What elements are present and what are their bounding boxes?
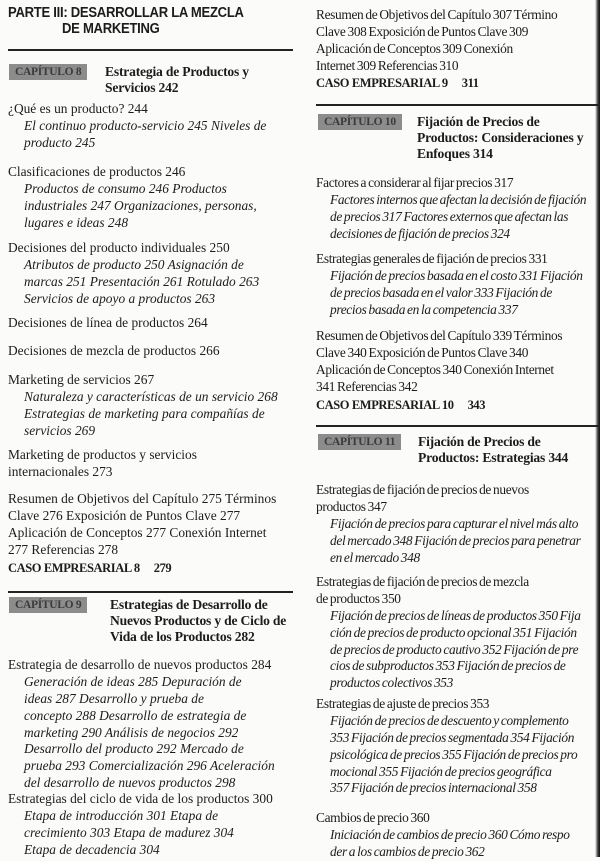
- section-heading: Decisiones de mezcla de productos 266: [8, 343, 220, 358]
- toc-section: [316, 482, 580, 566]
- subsection-line: Naturaleza y características de un servicio 268: [24, 388, 278, 404]
- subsection-line: Fijación de precios basada en el costo 331 Fijación: [330, 267, 583, 283]
- chapter-badge: CAPÍTULO 8: [9, 64, 87, 80]
- chapter-title-line: Productos: Consideraciones y: [417, 130, 584, 146]
- section-heading: ¿Qué es un producto? 244: [8, 101, 148, 116]
- section-heading: Estrategias de fijación de precios de nuevos: [316, 482, 529, 497]
- section-heading: Estrategias generales de fijación de precios 331: [316, 251, 548, 266]
- subsection-line: producto 245: [24, 134, 96, 150]
- section-heading: Cambios de precio 360: [316, 810, 430, 825]
- subsection-line: lugares e ideas 248: [24, 214, 129, 230]
- case-study-page: 279: [153, 561, 172, 575]
- section-heading: Clasificaciones de productos 246: [8, 164, 186, 179]
- divider: [316, 425, 600, 427]
- section-heading: Marketing de productos y servicios: [8, 447, 197, 462]
- case-study-page: 311: [461, 76, 479, 90]
- chapter-summary: [316, 7, 557, 75]
- divider: [8, 49, 293, 51]
- section-heading: Estrategias de fijación de precios de mezcla: [316, 574, 529, 589]
- subsection-line: servicios 269: [24, 422, 96, 438]
- case-study-label: CASO EMPRESARIAL 8: [8, 561, 140, 575]
- chapter-title: [110, 597, 286, 646]
- section-heading: Marketing de servicios 267: [8, 372, 155, 387]
- toc-section: [316, 175, 586, 243]
- subsection-line: Atributos de producto 250 Asignación de: [24, 256, 244, 272]
- subsection-line: 357 Fijación de precios internacional 358: [330, 780, 537, 796]
- subsection-line: Desarrollo del producto 292 Mercado de: [24, 741, 244, 757]
- subsection-line: 353 Fijación de precios segmentada 354 Fijación: [330, 729, 575, 745]
- subsection-line: productos colectivos 353: [330, 675, 453, 691]
- subsection-line: en el mercado 348: [330, 549, 420, 565]
- subsection-line: Productos de consumo 246 Productos: [24, 180, 227, 196]
- subsection-line: Servicios de apoyo a productos 263: [24, 290, 216, 306]
- subsection-line: Iniciación de cambios de precio 360 Cómo respo: [330, 826, 570, 842]
- summary-line: 341 Referencias 342: [316, 378, 418, 394]
- case-study-label: CASO EMPRESARIAL 9: [316, 76, 448, 90]
- summary-line: Clave 308 Exposición de Puntos Clave 309: [316, 23, 529, 39]
- chapter-summary: [316, 328, 562, 396]
- chapter-title-line: Fijación de Precios de: [417, 114, 540, 129]
- chapter-title-line: Vida de los Productos 282: [110, 629, 255, 645]
- chapter-title: [418, 434, 568, 466]
- chapter-title-line: Servicios 242: [105, 80, 179, 96]
- subsection-line: marketing 290 Análisis de negocios 292: [24, 724, 239, 740]
- subsection-line: Fijación de precios de descuento y complemento: [330, 712, 569, 728]
- section-heading: productos 347: [316, 498, 387, 514]
- subsection-line: industriales 247 Organizaciones, personas,: [24, 197, 257, 213]
- book-binding-shadow: [595, 0, 600, 857]
- summary-line: Clave 340 Exposición de Puntos Clave 340: [316, 344, 529, 360]
- subsection-line: concepto 288 Desarrollo de estrategia de: [24, 707, 247, 723]
- toc-section: [8, 447, 197, 481]
- toc-section: [316, 810, 570, 861]
- section-heading: internacionales 273: [8, 463, 113, 479]
- summary-line: Internet 309 Referencias 310: [316, 57, 459, 73]
- summary-line: Resumen de Objetivos del Capítulo 307 Término: [316, 7, 558, 22]
- toc-section: [316, 251, 583, 319]
- section-heading: Estrategias del ciclo de vida de los productos 300: [8, 791, 273, 806]
- chapter-title-line: Estrategias de Desarrollo de: [110, 597, 268, 612]
- part-title-line: PARTE III: DESARROLLAR LA MEZCLA: [8, 5, 244, 21]
- section-heading: Factores a considerar al fijar precios 317: [316, 175, 514, 190]
- subsection-line: ideas 287 Desarrollo y prueba de: [24, 690, 204, 706]
- summary-line: 277 Referencias 278: [8, 541, 119, 557]
- section-heading: Decisiones del producto individuales 250: [8, 240, 230, 255]
- summary-line: Aplicación de Conceptos 309 Conexión: [316, 40, 513, 56]
- summary-line: Aplicación de Conceptos 340 Conexión Internet: [316, 361, 554, 377]
- summary-line: Clave 276 Exposición de Puntos Clave 277: [8, 507, 241, 523]
- subsection-line: Factores internos que afectan la decisión de fijación: [330, 191, 587, 207]
- chapter-badge: CAPÍTULO 11: [318, 434, 401, 450]
- summary-line: Aplicación de Conceptos 277 Conexión Internet: [8, 524, 267, 540]
- subsection-line: Fijación de precios de líneas de productos 350 Fija: [330, 607, 581, 623]
- subsection-line: mocional 355 Fijación de precios geográfica: [330, 763, 552, 779]
- subsection-line: Generación de ideas 285 Depuración de: [24, 673, 242, 689]
- subsection-line: de precios 317 Factores externos que afectan las: [330, 208, 569, 224]
- case-study: [316, 76, 479, 91]
- toc-section: [8, 343, 220, 360]
- subsection-line: de precios basada en el valor 333 Fijación de: [330, 284, 552, 300]
- subsection-line: decisiones de fijación de precios 324: [330, 225, 510, 241]
- chapter-title-line: Productos: Estrategias 344: [418, 450, 569, 466]
- subsection-line: crecimiento 303 Etapa de madurez 304: [24, 824, 234, 840]
- toc-section: [8, 315, 208, 332]
- subsection-line: marcas 251 Presentación 261 Rotulado 263: [24, 273, 260, 289]
- subsection-line: Etapa de introducción 301 Etapa de: [24, 807, 219, 823]
- chapter-title: [417, 114, 583, 163]
- subsection-line: Estrategias de marketing para compañías de: [24, 405, 265, 421]
- subsection-line: Etapa de decadencia 304: [24, 841, 160, 857]
- section-heading: de productos 350: [316, 590, 401, 606]
- summary-line: Resumen de Objetivos del Capítulo 275 Términos: [8, 491, 277, 506]
- subsection-line: ción de precios de producto opcional 351 Fijación: [330, 624, 577, 640]
- toc-section: [8, 372, 278, 440]
- toc-section: [8, 101, 266, 152]
- toc-section: [316, 696, 577, 797]
- toc-section: [8, 164, 257, 232]
- section-heading: Decisiones de línea de productos 264: [8, 315, 208, 330]
- subsection-line: prueba 293 Comercialización 296 Aceleración: [24, 758, 275, 774]
- subsection-line: de precios de producto cautivo 352 Fijación de pre: [330, 641, 579, 657]
- part-title: [8, 6, 244, 37]
- divider: [316, 104, 600, 106]
- subsection-line: psicológica de precios 355 Fijación de precios pro: [330, 746, 578, 762]
- subsection-line: precios basada en la competencia 337: [330, 301, 518, 317]
- subsection-line: del desarrollo de nuevos productos 298: [24, 775, 236, 791]
- subsection-line: del mercado 348 Fijación de precios para penetrar: [330, 532, 581, 548]
- chapter-title-line: Enfoques 314: [417, 146, 493, 162]
- section-heading: Estrategia de desarrollo de nuevos productos 284: [8, 657, 272, 672]
- toc-section: [8, 240, 259, 308]
- chapter-summary: [8, 491, 276, 559]
- chapter-title-line: Fijación de Precios de: [418, 434, 541, 449]
- toc-section: [8, 791, 273, 859]
- subsection-line: der a los cambios de precio 362: [330, 843, 485, 859]
- subsection-line: Fijación de precios para capturar el nivel más alto: [330, 515, 579, 531]
- summary-line: Resumen de Objetivos del Capítulo 339 Términos: [316, 328, 563, 343]
- chapter-title: [105, 64, 249, 96]
- section-heading: Estrategias de ajuste de precios 353: [316, 696, 490, 711]
- chapter-title-line: Estrategia de Productos y: [105, 64, 249, 79]
- part-title-line: DE MARKETING: [62, 20, 160, 37]
- divider: [8, 591, 293, 593]
- case-study-label: CASO EMPRESARIAL 10: [316, 398, 454, 412]
- toc-section: [316, 574, 581, 692]
- chapter-badge: CAPÍTULO 10: [318, 114, 402, 130]
- chapter-title-line: Nuevos Productos y de Ciclo de: [110, 613, 287, 629]
- case-study: [8, 561, 171, 576]
- subsection-line: cios de subproductos 353 Fijación de precios de: [330, 658, 566, 674]
- case-study: [316, 398, 485, 413]
- subsection-line: El continuo producto-servicio 245 Niveles de: [24, 117, 267, 133]
- toc-section: [8, 657, 275, 792]
- chapter-badge: CAPÍTULO 9: [9, 597, 87, 613]
- case-study-page: 343: [467, 398, 486, 412]
